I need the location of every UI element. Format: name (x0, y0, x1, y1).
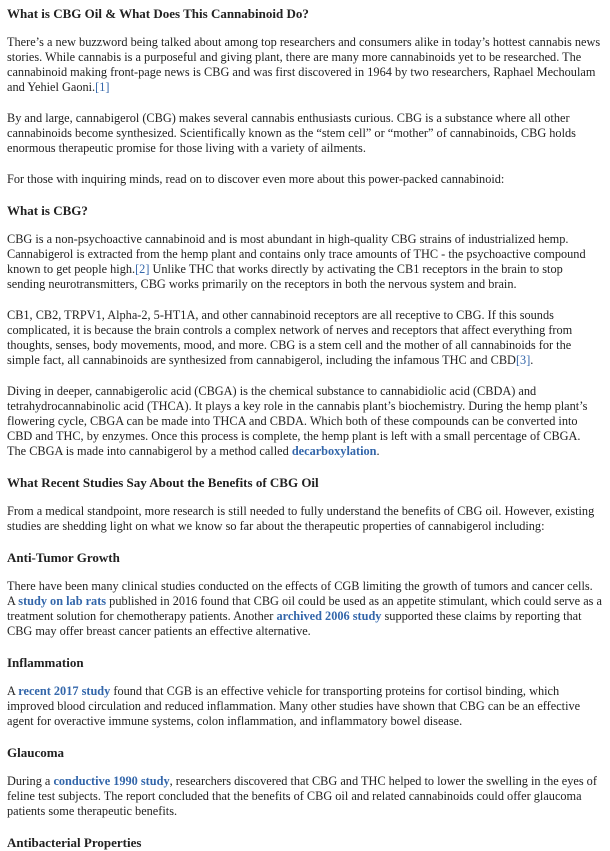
what-paragraph-1 (7, 232, 602, 292)
heading-what-is-cbg: What is CBG? (7, 203, 88, 218)
what-paragraph-2-text-a: CB1, CB2, TRPV1, Alpha-2, 5-HT1A, and other cannabinoid receptors are all receptive to CBG. If this sounds complicated, it is because the brain controls a complex network of nerves and receptors that affect everything from thoughts, senses, body movements, mood, and more. CBG is a stem cell and the mother of all cannabinoids for the simple fact, all cannabinoids are synthesized from cannabigerol, including the infamous THC and CBD (7, 308, 573, 367)
what-paragraph-2 (7, 308, 602, 368)
what-paragraph-3 (7, 384, 602, 459)
heading-glaucoma: Glaucoma (7, 745, 65, 760)
intro-paragraph-3: For those with inquiring minds, read on to discover even more about this power-packed cannabinoid: (7, 172, 505, 186)
article-title: What is CBG Oil & What Does This Cannabinoid Do? (7, 6, 309, 21)
reference-link-3[interactable]: [3] (515, 353, 531, 367)
heading-anti-tumor: Anti-Tumor Growth (7, 550, 120, 565)
intro-paragraph-1-text: There’s a new buzzword being talked about among top researchers and consumers alike in today’s hottest cannabis news stories. While cannabis is a purposeful and giving plant, there are many more cannabinoids yet to be researched. The cannabinoid making front-page news is CBG and was first discovered in 1964 by two researchers, Raphael Mechoulam and Yehiel Gaoni. (7, 35, 601, 94)
heading-antibacterial: Antibacterial Properties (7, 835, 142, 850)
antitumor-text-b: published in 2016 found that CBG oil could be used as an appetite stimulant, which could serve as a treatment solution for chemotherapy patients. Another (7, 594, 602, 623)
conductive-1990-study-link[interactable]: conductive 1990 study (53, 774, 170, 788)
what-paragraph-1-text-a: CBG is a non-psychoactive cannabinoid and is most abundant in high-quality CBG strains of industrialized hemp. Cannabigerol is extracted from the hemp plant and contains only trace amounts of THC - the psychoactive compound known to get people high. (7, 232, 586, 276)
inflammation-text-a: A (7, 684, 19, 698)
intro-paragraph-2: By and large, cannabigerol (CBG) makes several cannabis enthusiasts curious. CBG is a substance where all other cannabinoids become synthesized. Scientifically known as the “stem cell” or “mother” of cannabinoids, CBG holds enormous therapeutic promise for those living with a variety of ailments. (7, 111, 576, 155)
heading-recent-studies: What Recent Studies Say About the Benefits of CBG Oil (7, 475, 319, 490)
studies-paragraph: From a medical standpoint, more research is still needed to fully understand the benefits of CBG oil. However, existing studies are shedding light on what we know so far about the therapeutic properties of cannabigerol including: (7, 504, 595, 533)
antitumor-text-a: There have been many clinical studies conducted on the effects of CGB limiting the growth of tumors and cancer cells. A (7, 579, 593, 608)
what-paragraph-3-text-b: . (376, 444, 380, 458)
lab-rats-study-link[interactable]: study on lab rats (18, 594, 107, 608)
inflammation-text-b: found that CGB is an effective vehicle for transporting proteins for cortisol binding, which improved blood circulation and reduced inflammation. Many other studies have shown that CBG can be an effective agent for overactive immune systems, colon inflammation, and inflammatory bowel disease. (7, 684, 581, 728)
what-paragraph-1-text-b: Unlike THC that works directly by activating the CB1 receptors in the brain to stop sending neurotransmitters, CBG works primarily on the receptors in both the nervous system and brain. (7, 262, 563, 291)
heading-inflammation: Inflammation (7, 655, 84, 670)
what-paragraph-3-text-a: Diving in deeper, cannabigerolic acid (CBGA) is the chemical substance to cannabidiolic acid (CBDA) and tetrahydrocannabinolic acid (THCA). It plays a key role in the cannabis plant’s biochemistry. During the hemp plant’s flowering cycle, CBGA can be made into THCA and CBDA. Which both of these compounds can be converted into CBD and THC, by enzymes. Once this process is complete, the hemp plant is left with a small percentage of CBGA. The CBGA is made into cannabigerol by a method called (7, 384, 588, 458)
antitumor-text-c: supported these claims by reporting that CBG may offer breast cancer patients an effective alternative. (7, 609, 582, 638)
what-paragraph-2-text-b: . (530, 353, 534, 367)
glaucoma-paragraph (7, 774, 602, 819)
archived-2006-study-link[interactable]: archived 2006 study (276, 609, 382, 623)
glaucoma-text-b: , researchers discovered that CBG and THC helped to lower the swelling in the eyes of feline test subjects. The report concluded that the benefits of CBG oil and related cannabinoids could offer glaucoma patients some therapeutic benefits. (7, 774, 597, 818)
reference-link-2[interactable]: [2] (135, 262, 150, 276)
reference-link-1[interactable]: [1] (95, 80, 110, 94)
glaucoma-text-a: During a (7, 774, 54, 788)
inflammation-paragraph (7, 684, 602, 729)
recent-2017-study-link[interactable]: recent 2017 study (18, 684, 111, 698)
antitumor-paragraph (7, 579, 602, 639)
intro-paragraph-1 (7, 35, 602, 95)
decarboxylation-link[interactable]: decarboxylation (291, 444, 377, 458)
